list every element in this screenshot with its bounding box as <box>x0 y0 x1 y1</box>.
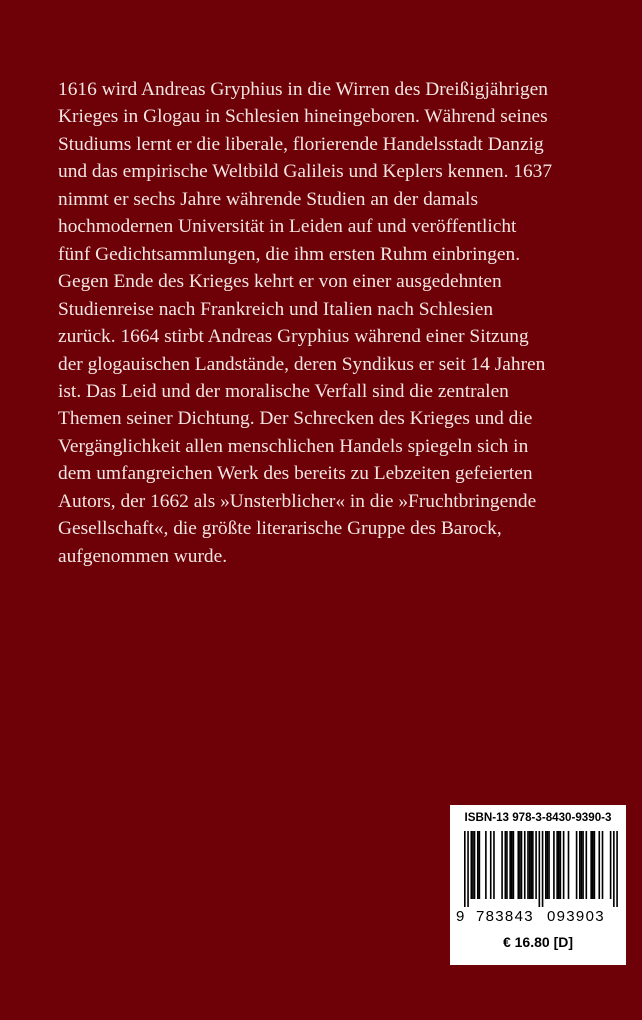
barcode-bar <box>521 831 523 899</box>
barcode-bar <box>576 831 578 899</box>
price: € 16.80 [D] <box>502 934 574 950</box>
barcode-bar <box>613 831 615 907</box>
barcode-bar <box>511 831 513 899</box>
blurb-line: der glogauischen Landstände, deren Syndikus er seit 14 Jahren <box>58 353 546 375</box>
barcode-bar <box>563 831 565 899</box>
barcode-bar <box>535 831 537 899</box>
blurb-line: 1616 wird Andreas Gryphius in die Wirren des Dreißigjährigen <box>58 79 548 100</box>
barcode-bar <box>519 831 521 899</box>
barcode-bar <box>517 831 519 899</box>
barcode-bar <box>556 831 558 899</box>
barcode-bar <box>470 831 472 899</box>
barcode-icon <box>456 831 620 907</box>
barcode-bar <box>592 831 594 899</box>
barcode-bar <box>509 831 511 899</box>
blurb-line: fünf Gedichtsammlungen, die ihm ersten Ruhm einbringen. <box>58 243 521 265</box>
barcode-bar <box>530 831 532 899</box>
barcode-bar <box>505 831 507 899</box>
barcode-bar <box>581 831 583 899</box>
barcode-bar <box>479 831 481 899</box>
blurb-line: hochmodernen Universität in Leiden auf und veröffentlicht <box>58 216 517 238</box>
barcode-bar <box>472 831 474 899</box>
blurb-line: zurück. 1664 stirbt Andreas Gryphius während einer Sitzung <box>58 326 529 348</box>
blurb-line: Studiums lernt er die liberale, florierende Handelsstadt Danzig <box>58 133 544 155</box>
barcode-digit-first: 9 <box>456 908 465 925</box>
barcode-bar <box>464 831 466 907</box>
barcode-bar <box>501 831 503 899</box>
barcode-bar <box>602 831 604 899</box>
blurb-line: Vergänglichkeit allen menschlichen Handels spiegeln sich in <box>58 435 529 457</box>
barcode-bar <box>527 831 529 899</box>
isbn-number: ISBN-13 978-3-8430-9390-3 <box>464 811 612 824</box>
barcode-bar <box>547 831 549 899</box>
barcode-bar <box>579 831 581 899</box>
barcode-bar <box>598 831 600 899</box>
barcode-bar <box>474 831 476 899</box>
barcode-bar <box>485 831 487 899</box>
barcode-bar <box>548 831 550 899</box>
blurb-line: Themen seiner Dichtung. Der Schrecken des Krieges und die <box>58 408 533 430</box>
blurb-line: und das empirische Weltbild Galileis und Keplers kennen. 1637 <box>58 161 553 183</box>
barcode-bar <box>616 831 618 907</box>
barcode-bar <box>558 831 560 899</box>
barcode-bar <box>590 831 592 899</box>
blurb-line: Gesellschaft«, die größte literarische Gruppe des Barock, <box>58 518 502 540</box>
barcode-bar <box>553 831 555 899</box>
barcode-bar <box>506 831 508 899</box>
barcode-bars <box>456 831 620 907</box>
barcode-bar <box>582 831 584 899</box>
blurb-line: ist. Das Leid und der moralische Verfall sind die zentralen <box>58 380 509 402</box>
barcode-bar <box>610 831 612 899</box>
barcode-digits-left: 783843 <box>476 908 534 925</box>
barcode-bar <box>532 831 534 899</box>
blurb-line: Krieges in Glogau in Schlesien hineingeboren. Während seines <box>58 106 548 128</box>
barcode-bar <box>477 831 479 899</box>
barcode-bar <box>542 831 544 907</box>
barcode-bar <box>586 831 588 899</box>
blurb-line: Studienreise nach Frankreich und Italien nach Schlesien <box>58 298 494 320</box>
barcode-digits-right: 093903 <box>547 908 605 925</box>
barcode-bar <box>560 831 562 899</box>
barcode-bar <box>545 831 547 899</box>
barcode-bar <box>539 831 541 907</box>
barcode-bar <box>467 831 469 907</box>
barcode-bar <box>493 831 495 899</box>
barcode-bar <box>568 831 570 899</box>
blurb-line: dem umfangreichen Werk des bereits zu Lebzeiten gefeierten <box>58 463 533 485</box>
blurb-line: Gegen Ende des Krieges kehrt er von einer ausgedehnten <box>58 271 502 293</box>
barcode-bar <box>513 831 515 899</box>
blurb-line: nimmt er sechs Jahre währende Studien an der damals <box>58 188 478 210</box>
barcode-bar <box>490 831 492 899</box>
blurb-text <box>58 76 618 570</box>
barcode-bar <box>524 831 526 899</box>
barcode-bar <box>529 831 531 899</box>
blurb-line: aufgenommen wurde. <box>58 545 228 567</box>
blurb-line: Autors, der 1662 als »Unsterblicher« in die »Fruchtbringende <box>58 490 537 512</box>
barcode-bar <box>594 831 596 899</box>
barcode-label <box>450 805 626 965</box>
